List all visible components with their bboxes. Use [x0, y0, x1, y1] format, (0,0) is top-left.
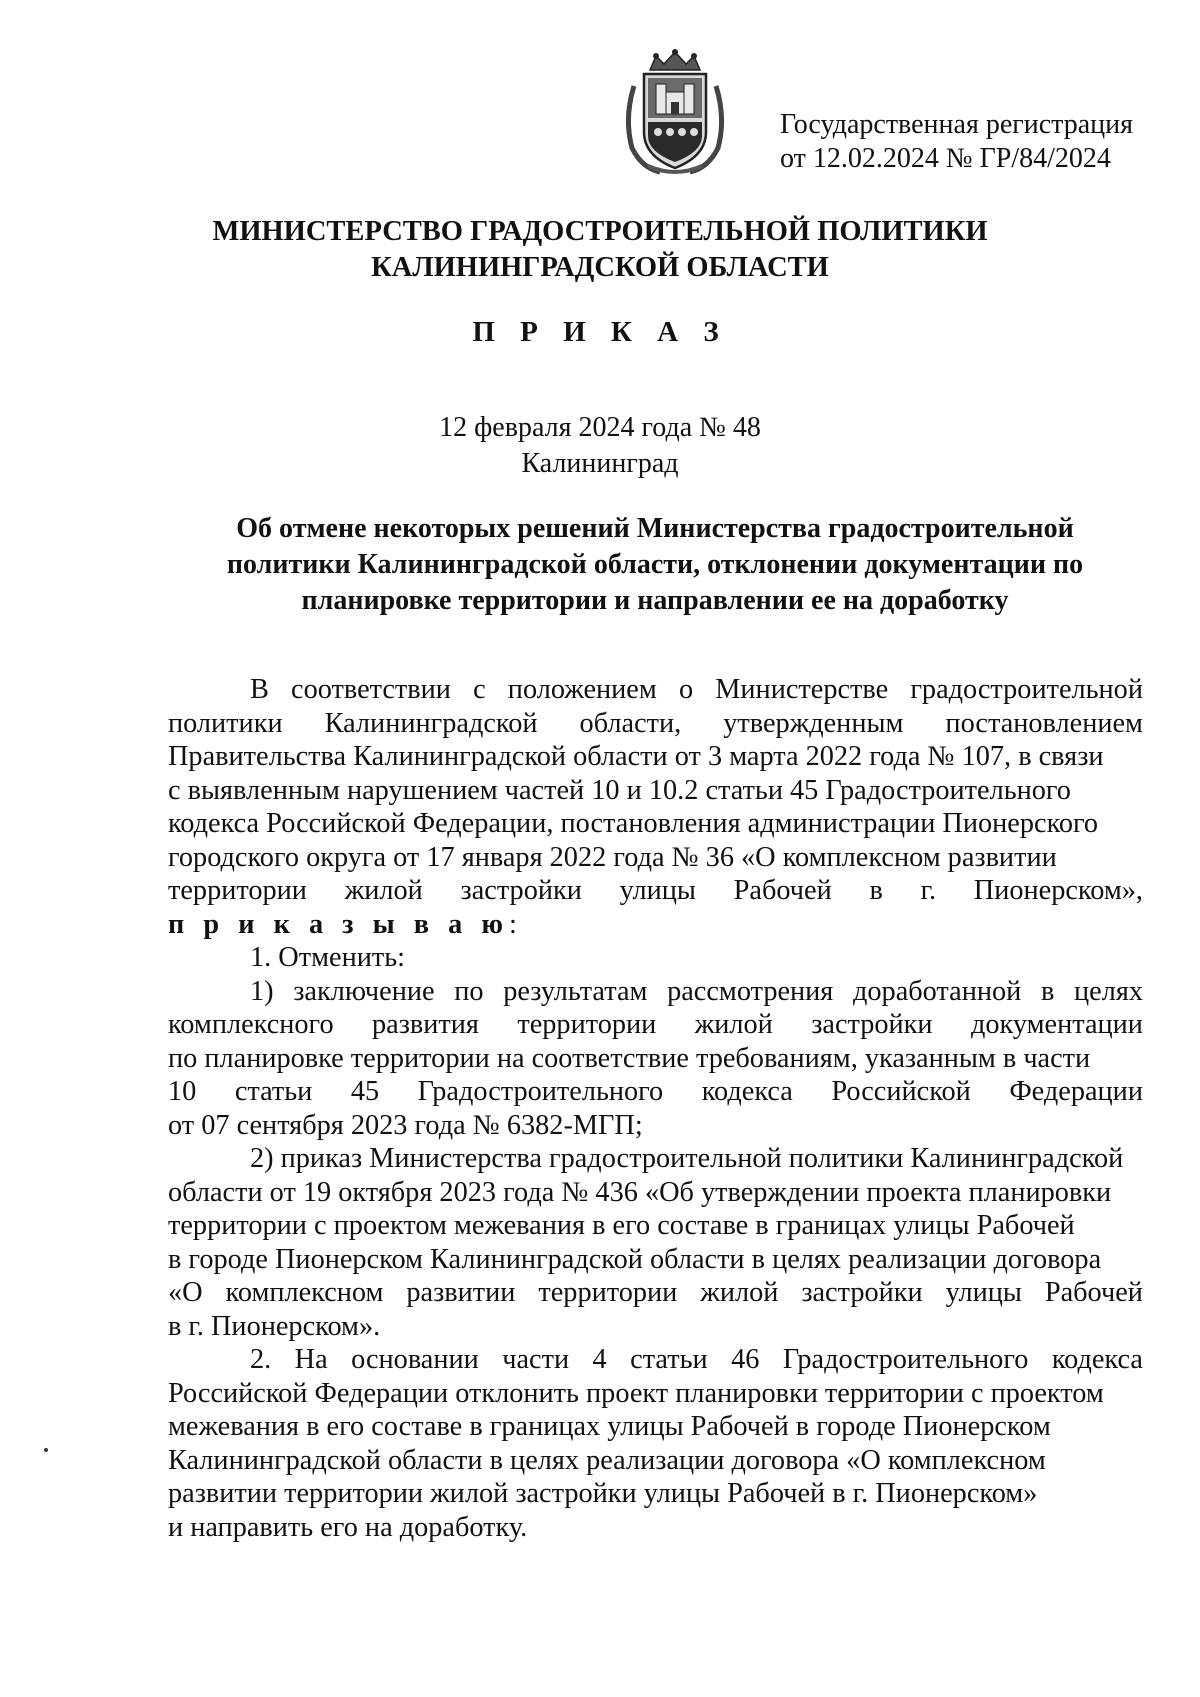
word: статьи — [630, 1344, 708, 1375]
word: территории — [538, 1277, 678, 1308]
order-verb: п р и к а з ы в а ю — [168, 908, 509, 940]
preamble-line: кодекса Российской Федерации, постановления администрации Пионерского — [168, 808, 1099, 839]
word: г. — [920, 875, 937, 906]
registration-label: Государственная регистрация — [780, 109, 1133, 140]
item1-sub2-line: 2) приказ Министерства градостроительной политики Калининградской — [250, 1143, 1124, 1174]
word: положением — [507, 674, 657, 705]
word: Министерстве — [715, 674, 889, 705]
state-registration — [780, 108, 1140, 176]
word: результатам — [503, 975, 648, 1007]
word: в — [869, 875, 883, 906]
word: по — [454, 975, 484, 1007]
word: комплексного — [168, 1009, 334, 1040]
ministry-name — [0, 214, 1200, 286]
item2-line — [168, 1343, 1143, 1377]
item2-line: и направить его на доработку. — [168, 1511, 528, 1543]
word: утвержденным — [723, 707, 904, 739]
document-type: П Р И К А З — [472, 316, 728, 348]
word: жилой — [344, 875, 423, 906]
word: Рабочей — [1044, 1277, 1143, 1308]
order-city: Калининград — [521, 448, 679, 479]
registration-number: от 12.02.2024 № ГР/84/2024 — [780, 143, 1111, 174]
item1-sub1-line — [168, 975, 1143, 1009]
preamble-line: городского округа от 17 января 2022 года № 36 «О комплексном развитии — [168, 841, 1057, 873]
word: развитии — [406, 1277, 516, 1308]
preamble-line — [168, 874, 1143, 908]
order-body — [168, 673, 1143, 1544]
word: улицы — [945, 1277, 1022, 1308]
word: 45 — [350, 1076, 380, 1107]
date-and-place — [0, 410, 1200, 482]
item1-sub1-line: по планировке территории на соответствие требованиям, указанным в части — [168, 1042, 1091, 1074]
word: жилой — [700, 1277, 779, 1308]
word: документации — [970, 1009, 1143, 1040]
word: жилой — [694, 1009, 773, 1040]
word: рассмотрения — [667, 975, 834, 1007]
word: Градостроительного — [782, 1344, 1029, 1375]
word: заключение — [293, 975, 435, 1007]
word: В — [250, 674, 269, 705]
item2-line: развитии территории жилой застройки улицы Рабочей в г. Пионерском» — [168, 1478, 1038, 1509]
word: Федерации — [1009, 1076, 1143, 1107]
item1-sub1-line: от 07 сентября 2023 года № 6382-МГП; — [168, 1109, 643, 1141]
item1-sub2-line: территории с проектом межевания в его составе в границах улицы Рабочей — [168, 1210, 1075, 1241]
word: «О — [168, 1277, 203, 1308]
word: развития — [372, 1009, 479, 1040]
preamble-line — [168, 673, 1143, 707]
word: территории — [517, 1009, 657, 1040]
order-verb-line — [168, 908, 1143, 942]
word: целях — [1074, 975, 1143, 1007]
word: застройки — [801, 1277, 923, 1308]
preamble-line — [168, 707, 1143, 741]
item1-heading: 1. Отменить: — [250, 942, 405, 973]
word: территории — [168, 875, 307, 906]
word: о — [678, 674, 694, 705]
order-title-line2: политики Калининградской области, отклонении документации по — [226, 549, 1084, 580]
word: доработанной — [853, 975, 1022, 1007]
ministry-name-line1: МИНИСТЕРСТВО ГРАДОСТРОИТЕЛЬНОЙ ПОЛИТИКИ — [212, 216, 988, 247]
word: 2. — [250, 1344, 272, 1375]
preamble-line: Правительства Калининградской области от 3 марта 2022 года № 107, в связи — [168, 741, 1104, 772]
word: застройки — [811, 1009, 933, 1040]
word: части — [502, 1344, 570, 1375]
word: основании — [351, 1344, 479, 1375]
item1-sub2-line: в городе Пионерском Калининградской области в целях реализации договора — [168, 1243, 1102, 1275]
word: с — [473, 674, 486, 705]
item2-line: Российской Федерации отклонить проект планировки территории с проектом — [168, 1377, 1104, 1409]
word: кодекса — [701, 1076, 793, 1107]
word: 4 — [592, 1344, 607, 1375]
word: Российской — [831, 1076, 971, 1107]
item2-line: Калининградской области в целях реализации договора «О комплексном — [168, 1444, 1046, 1476]
word: кодекса — [1051, 1344, 1143, 1375]
word: постановлением — [945, 707, 1143, 739]
word: Градостроительного — [417, 1076, 664, 1107]
word: градостроительной — [910, 674, 1143, 705]
word: улицы — [619, 875, 696, 906]
item1-sub2-line: области от 19 октября 2023 года № 436 «Об утверждении проекта планировки — [168, 1176, 1112, 1208]
item2-line: межевания в его составе в границах улицы Рабочей в городе Пионерском — [168, 1411, 1051, 1442]
ministry-name-line2: КАЛИНИНГРАДСКОЙ ОБЛАСТИ — [371, 252, 829, 283]
order-date-number: 12 февраля 2024 года № 48 — [439, 412, 761, 443]
scan-speck — [44, 1448, 48, 1452]
word: соответствии — [291, 674, 451, 705]
word: Рабочей — [733, 875, 832, 906]
word: комплексном — [225, 1277, 384, 1308]
item1-sub1-line — [168, 1075, 1143, 1109]
item1-sub1-line — [168, 1008, 1143, 1042]
item1-sub2-line — [168, 1276, 1143, 1310]
word: в — [1040, 975, 1055, 1007]
word: Пионерском», — [973, 875, 1143, 906]
order-title — [160, 511, 1150, 619]
word: 10 — [168, 1076, 197, 1107]
order-title-line3: планировке территории и направлении ее на доработку — [301, 585, 1009, 616]
order-verb-colon: : — [508, 908, 517, 940]
word: статьи — [234, 1076, 313, 1107]
word: Калининградской — [324, 707, 538, 739]
coat-of-arms-icon — [620, 48, 730, 178]
order-title-line1: Об отмене некоторых решений Министерства градостроительной — [236, 513, 1074, 544]
preamble-line: с выявленным нарушением частей 10 и 10.2 статьи 45 Градостроительного — [168, 774, 1071, 806]
word: 1) — [250, 975, 274, 1007]
word: На — [294, 1344, 328, 1375]
word: политики — [168, 707, 283, 739]
word: области, — [579, 707, 682, 739]
word: 46 — [731, 1344, 760, 1375]
item1-sub2-line: в г. Пионерском». — [168, 1310, 381, 1342]
word: застройки — [460, 875, 582, 906]
